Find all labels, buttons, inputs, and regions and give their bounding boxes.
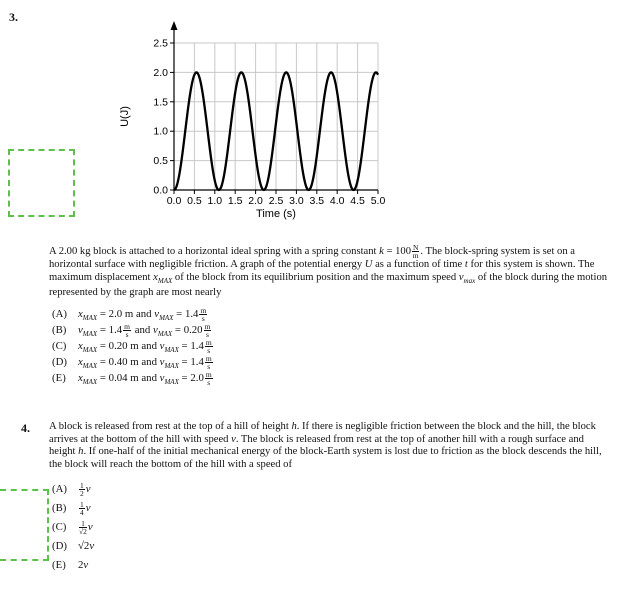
chart-x-label: Time (s) [256, 208, 296, 220]
q4-choices [52, 480, 94, 575]
potential-energy-chart [110, 15, 450, 235]
choice-e[interactable]: (E) $x_{MAX} = 0.04$ m and $v_{MAX} = 2.0$ $\frac{m}{s}$ [52, 370, 212, 388]
y-tick-label: 2.5 [153, 37, 168, 50]
q3-stem: A 2.00 kg block is attached to a horizontal ideal spring with a spring constant k = 100 $\frac{N}{m}$ . The block-spring system is set on a horizontal surface with negligible friction. A graph of the potential energy U as a function of time t for this system is shown. The maximum displacement $x_{MAX}$ of the block from its equilibrium position and the maximum speed $v_{max}$ of the block during the motion represented by the graph are most nearly [49, 243, 608, 299]
choice-b[interactable]: (B) $\frac{1}{4}$ v [52, 500, 91, 518]
y-axis-arrow [171, 21, 178, 30]
y-tick-label: 2.0 [153, 66, 168, 79]
chart-y-label: U(J) [119, 106, 131, 127]
x-tick-label: 0.5 [187, 195, 202, 207]
q3-choices [52, 306, 214, 386]
x-tick-label: 2.0 [248, 195, 263, 207]
x-tick-label: 4.5 [350, 195, 365, 207]
dashed-box-q3 [8, 149, 75, 217]
x-tick-label: 3.0 [289, 195, 304, 207]
choice-e[interactable]: (E) 2v [52, 559, 89, 571]
x-tick-label: 5.0 [370, 195, 386, 207]
choice-a[interactable]: (A) $\frac{1}{2}$ v [52, 481, 91, 499]
choice-a[interactable]: (A) $x_{MAX} = 2.0$ m and $v_{MAX} = 1.4$ $\frac{m}{s}$ [52, 306, 207, 324]
question-number: 3. [9, 10, 18, 24]
dashed-box-q4 [0, 489, 49, 561]
x-tick-label: 2.5 [268, 195, 284, 207]
question-number: 4. [21, 421, 30, 435]
q4-stem: A block is released from rest at the top of a hill of height h. If there is negligible friction between the block and the hill, the block arrives at the bottom of the hill with speed v. The block is released from rest at the top of another hill with a rough surface and height h. If one-half of the initial mechanical energy of the block-Earth system is lost due to friction as the block descends the hill, the block will reach the bottom of the hill with a speed of [49, 421, 602, 470]
choice-c[interactable]: (C) $x_{MAX} = 0.20$ m and $v_{MAX} = 1.4$ $\frac{m}{s}$ [52, 338, 212, 356]
choice-d[interactable]: (D) √2v [52, 540, 95, 552]
choice-b[interactable]: (B) $v_{MAX} = 1.4$ $\frac{m}{s}$ and $v_{MAX} = 0.20$ $\frac{m}{s}$ [52, 322, 211, 340]
x-tick-label: 3.5 [309, 195, 325, 207]
choice-d[interactable]: (D) $x_{MAX} = 0.40$ m and $v_{MAX} = 1.4$ $\frac{m}{s}$ [52, 354, 212, 372]
x-tick-label: 0.0 [166, 195, 182, 207]
y-tick-label: 0.5 [153, 155, 168, 168]
y-tick-label: 0.0 [153, 184, 168, 197]
x-tick-label: 1.0 [207, 195, 223, 207]
y-tick-label: 1.0 [153, 125, 168, 138]
x-tick-label: 1.5 [227, 195, 243, 207]
y-tick-label: 1.5 [153, 96, 168, 109]
x-tick-label: 4.0 [329, 195, 345, 207]
choice-c[interactable]: (C) $\frac{1}{√2}$ v [52, 519, 93, 537]
